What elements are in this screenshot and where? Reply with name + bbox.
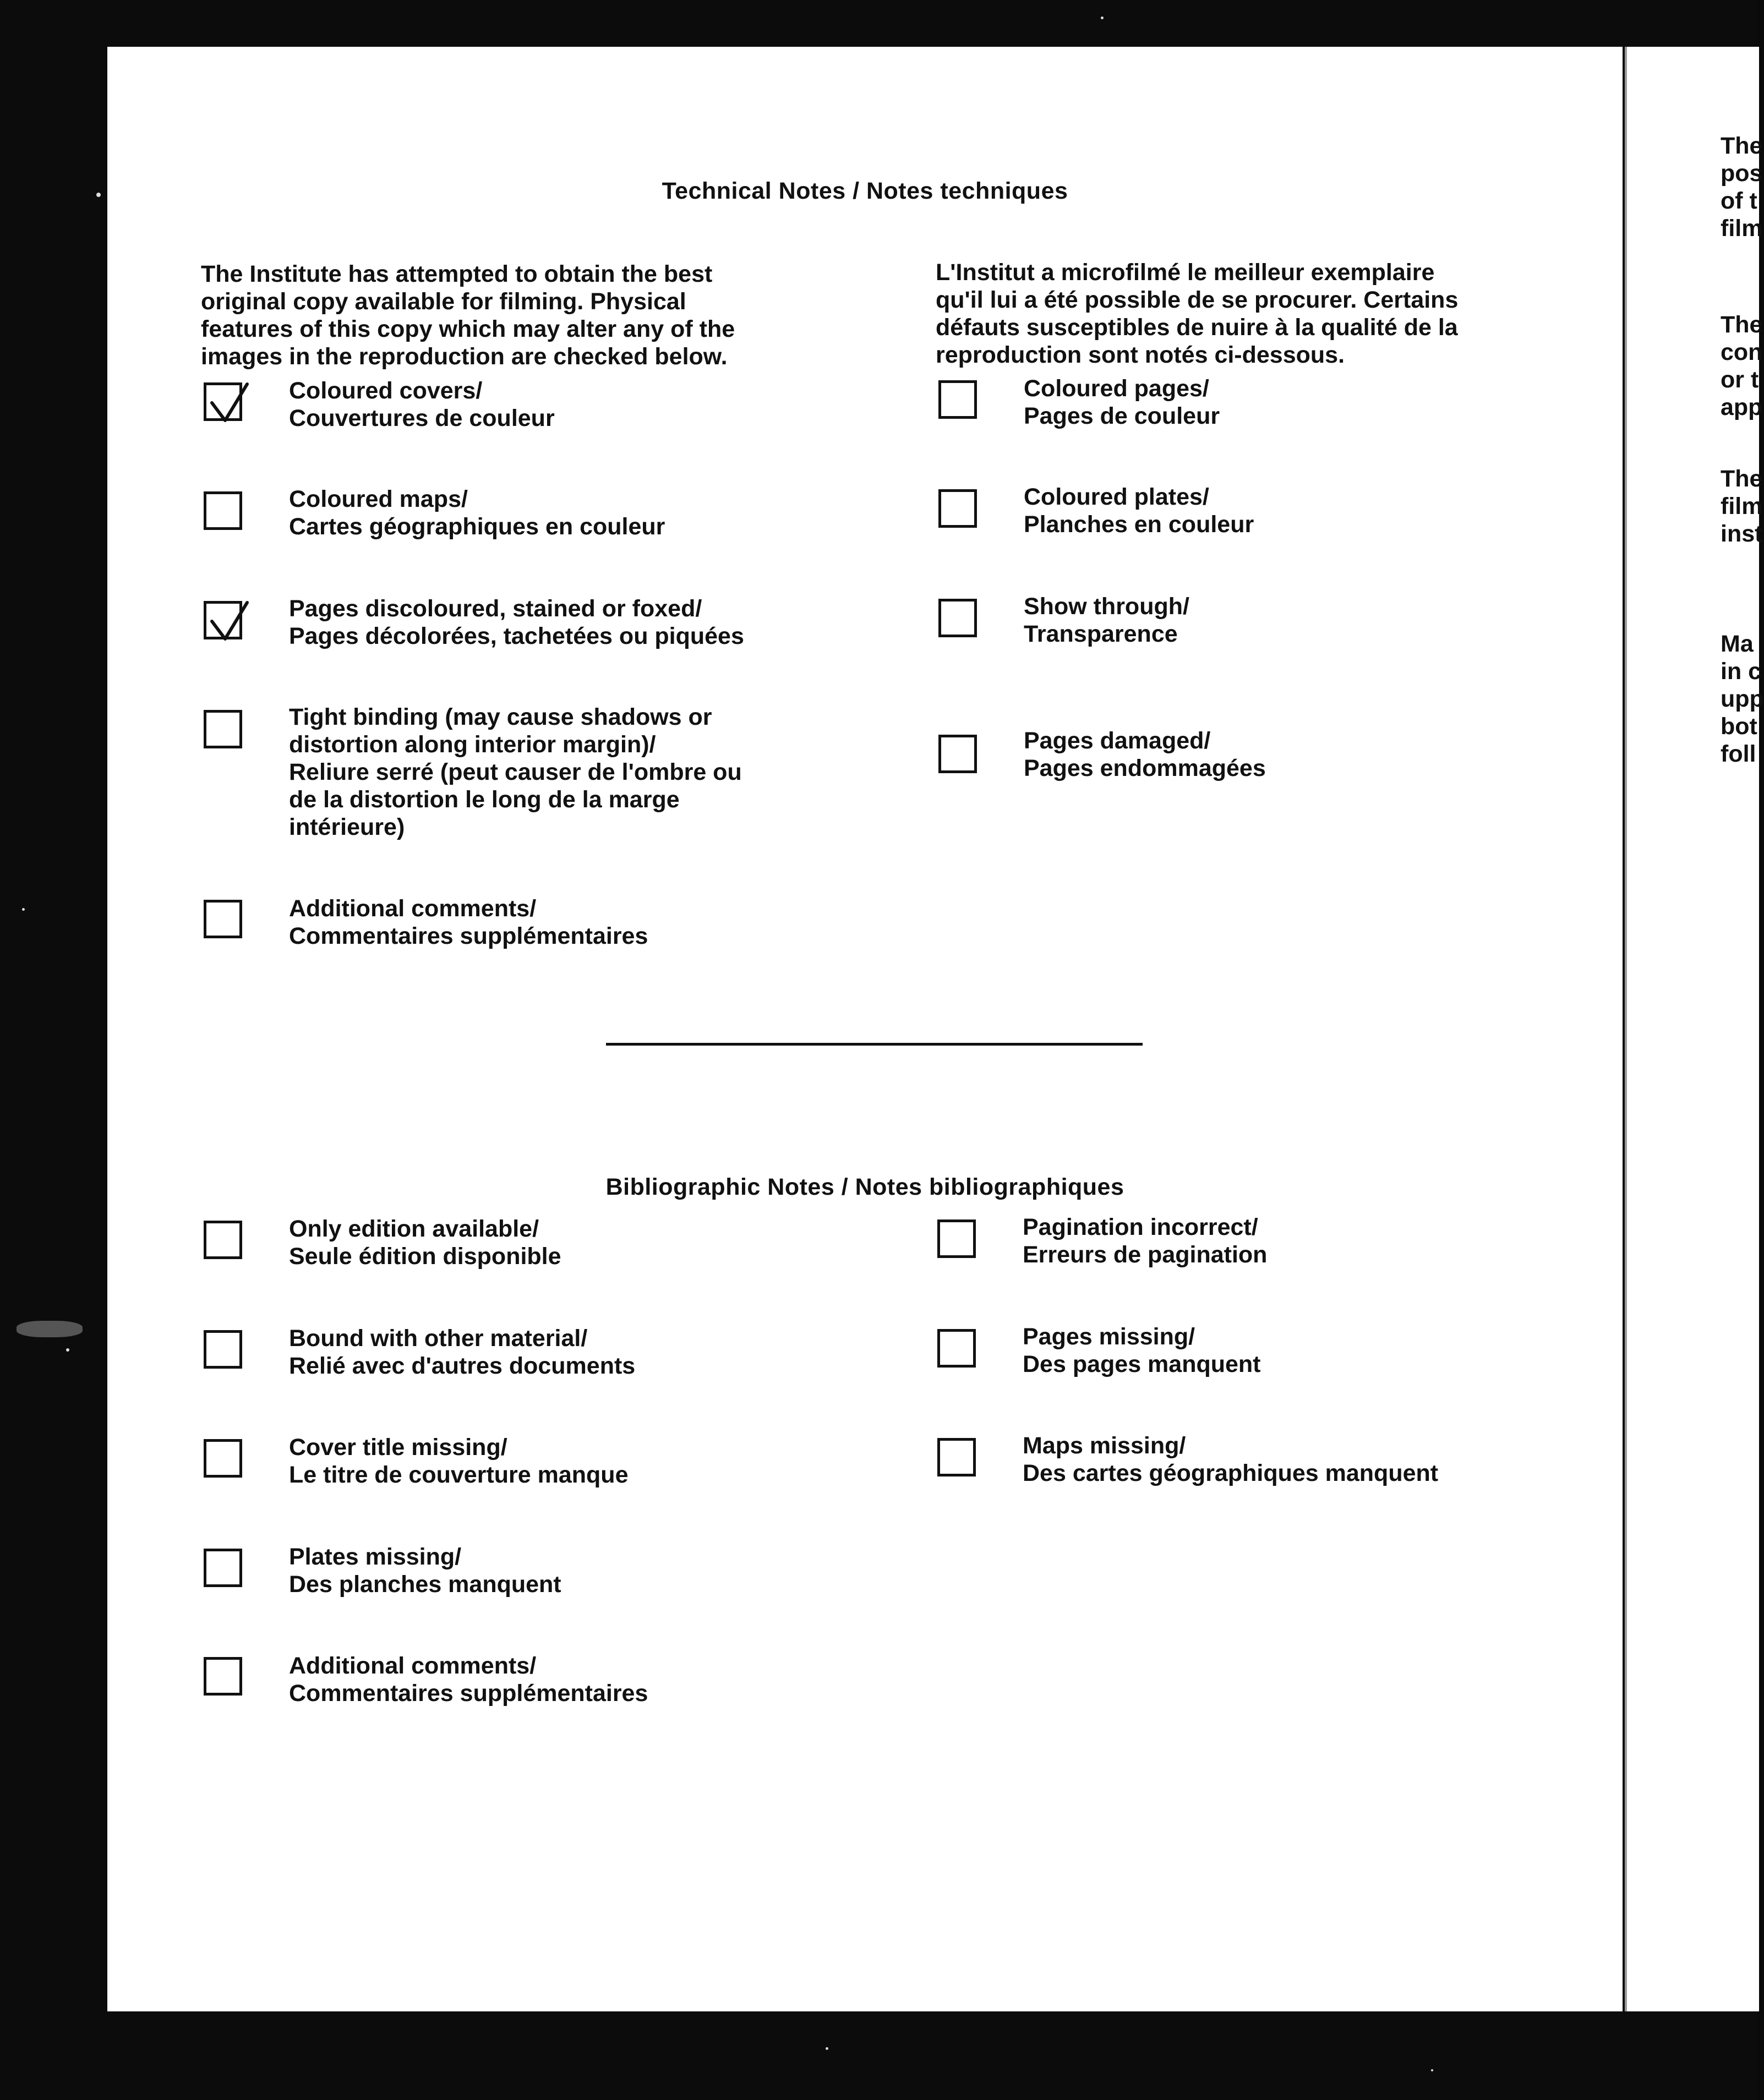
checkbox[interactable] [938,489,977,528]
checklist-item-line: Additional comments/ [289,1653,537,1679]
checklist-item-line: Couvertures de couleur [289,405,555,431]
checklist-item-line: Relié avec d'autres documents [289,1353,636,1379]
checkbox[interactable] [938,380,977,419]
adjacent-page-line: app [1721,394,1763,420]
checklist-item-line: Additional comments/ [289,895,537,922]
checklist-item-line: Pages décolorées, tachetées ou piquées [289,623,744,649]
checkbox[interactable] [204,1549,242,1587]
checklist-item-line: de la distortion le long de la marge [289,786,680,813]
checklist-item-line: Le titre de couverture manque [289,1462,629,1488]
intro-line: reproduction sont notés ci-dessous. [936,342,1345,368]
checkbox[interactable] [938,599,977,637]
checkbox[interactable] [937,1438,976,1476]
checklist-item-line: Show through/ [1024,593,1189,620]
checklist-item-line: Pages discoloured, stained or foxed/ [289,595,702,622]
adjacent-page-line: pos [1721,160,1763,187]
checklist-item-line: Coloured plates/ [1024,484,1209,510]
checked-checkbox[interactable] [204,601,242,639]
checklist-item-line: Cartes géographiques en couleur [289,513,665,540]
intro-line: features of this copy which may alter any of the [201,316,735,342]
checklist-item-label [1023,1213,1267,1268]
checklist-item-label [1023,1432,1438,1487]
checklist-item-line: Commentaires supplémentaires [289,923,648,949]
checkmark-icon [209,382,250,426]
adjacent-page-line: film [1721,215,1763,242]
checklist-item-label [1024,483,1254,538]
checkbox[interactable] [204,900,242,938]
checked-checkbox[interactable] [204,382,242,421]
checklist-item-line: Pagination incorrect/ [1023,1214,1258,1240]
film-speck [22,908,25,911]
checkbox[interactable] [204,491,242,530]
checklist-item-line: Pages missing/ [1023,1324,1195,1350]
adjacent-page-line: The [1721,311,1763,338]
checkbox[interactable] [204,1439,242,1478]
adjacent-page-line: Ma [1721,631,1754,657]
adjacent-page-line: inst [1721,521,1763,547]
film-scratch [17,1321,83,1337]
film-speck [1431,2069,1433,2071]
checklist-item-label [289,1325,635,1380]
checklist-item-line: intérieure) [289,814,405,840]
adjacent-page-line: con [1721,339,1763,365]
checkbox[interactable] [204,1657,242,1696]
adjacent-page-line: of t [1721,188,1757,214]
adjacent-page-paragraph [1721,465,1762,548]
checklist-item-line: Cover title missing/ [289,1434,507,1461]
intro-line: qu'il lui a été possible de se procurer. Certains [936,287,1459,313]
checklist-item-label [289,895,648,950]
adjacent-page-line: foll [1721,741,1756,767]
checklist-item-line: Commentaires supplémentaires [289,1680,648,1707]
checklist-item-line: Pages damaged/ [1024,728,1211,754]
checklist-item-line: Pages de couleur [1024,403,1220,429]
checklist-item-label [1024,727,1266,782]
checklist-item-line: Tight binding (may cause shadows or [289,704,712,730]
checklist-item-line: Coloured covers/ [289,378,483,404]
checklist-item-line: Pages endommagées [1024,755,1266,781]
checklist-item-line: Erreurs de pagination [1023,1242,1268,1268]
checklist-item-line: Des pages manquent [1023,1351,1261,1377]
adjacent-page-line: The [1721,466,1763,492]
adjacent-page-line: or t [1721,367,1759,393]
technical-notes-page [107,47,1623,2011]
checklist-item-label [1023,1323,1261,1378]
checkbox[interactable] [937,1219,976,1258]
checklist-item-line: Planches en couleur [1024,511,1254,538]
adjacent-page-line: in c [1721,658,1762,685]
intro-line: images in the reproduction are checked below. [201,343,728,370]
film-speck [826,2047,828,2050]
checklist-item-label [289,377,555,432]
checkbox[interactable] [204,1330,242,1369]
checkbox[interactable] [204,1221,242,1259]
checklist-item-label [289,1652,648,1707]
intro-line: The Institute has attempted to obtain the best [201,261,713,287]
adjacent-page-paragraph [1721,311,1762,421]
adjacent-page-line: bot [1721,713,1757,740]
checklist-item-line: Coloured maps/ [289,486,468,512]
checklist-item-line: Bound with other material/ [289,1325,588,1352]
section-divider [606,1043,1143,1046]
checklist-item-label [1024,375,1220,430]
bibliographic-notes-heading: Bibliographic Notes / Notes bibliographiques [605,1174,1124,1200]
intro-line: original copy available for filming. Physical [201,288,686,315]
adjacent-page-paragraph [1721,630,1764,768]
checklist-item-label [289,1434,629,1489]
technical-notes-heading: Technical Notes / Notes techniques [662,178,1068,204]
adjacent-page-fragment [1625,47,1764,2011]
checklist-item-line: Maps missing/ [1023,1432,1186,1459]
checklist-item-label [1024,593,1189,648]
adjacent-page-line: upp [1721,686,1764,712]
checkmark-icon [209,600,250,644]
checkbox[interactable] [204,710,242,748]
checklist-item-line: Reliure serré (peut causer de l'ombre ou [289,759,742,785]
checkbox[interactable] [938,735,977,773]
intro-line: L'Institut a microfilmé le meilleur exemplaire [936,259,1435,286]
film-speck [1101,17,1104,19]
checklist-item-line: Des planches manquent [289,1571,561,1598]
intro-french [936,259,1530,369]
checklist-item-label [289,1215,561,1270]
checkbox[interactable] [937,1329,976,1368]
adjacent-page-line: The [1721,133,1763,159]
checklist-item-line: Des cartes géographiques manquent [1023,1460,1439,1486]
checklist-item-line: Coloured pages/ [1024,375,1209,402]
intro-line: défauts susceptibles de nuire à la qualité de la [936,314,1458,341]
checklist-item-line: Transparence [1024,621,1178,647]
checklist-item-line: distortion along interior margin)/ [289,731,656,758]
checklist-item-label [289,595,744,650]
checklist-item-label [289,703,742,841]
checklist-item-line: Seule édition disponible [289,1243,561,1270]
checklist-item-label [289,485,665,540]
checklist-item-label [289,1543,561,1598]
adjacent-page-paragraph [1721,132,1762,242]
checklist-item-line: Only edition available/ [289,1216,539,1242]
intro-english [201,260,795,370]
film-speck [66,1348,69,1352]
film-speck [96,193,101,197]
checklist-item-line: Plates missing/ [289,1544,462,1570]
adjacent-page-line: film [1721,493,1763,519]
